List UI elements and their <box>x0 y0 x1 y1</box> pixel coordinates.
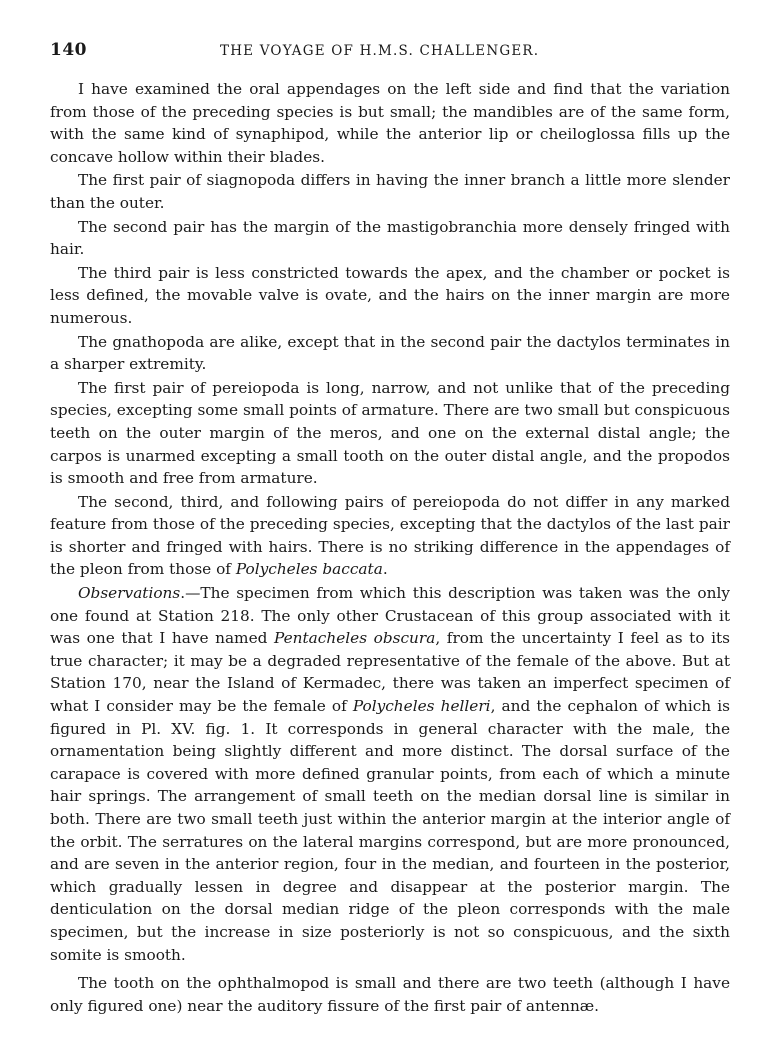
text-segment: The second, third, and following pairs of pereiopoda do not differ in any marked feature from those of the preceding species, excepting that the dactylos of the last pair is shorter and fringed with hairs. There is no striking difference in the appendages of the pleon from those of <box>50 492 730 579</box>
paragraph-oral-appendages: I have examined the oral appendages on the left side and find that the variation from those of the preceding species is but small; the mandibles are of the same form, with the same kind of synaphipod, while the anterior lip or cheiloglossa fills up the concave hollow within their blades. <box>50 80 730 166</box>
page-header <box>50 40 730 60</box>
species-name: Polycheles baccata <box>235 560 383 579</box>
paragraph-following-pereiopoda <box>50 491 730 581</box>
document-page <box>50 40 730 1018</box>
text-segment: , and the cephalon of which is figured in Pl. XV. fig. 1. It corresponds in general character with the male, the ornamentation being slightly different and more distinct. The dorsal surface of the carapace is covered with more defined granular points, from each of which a minute hair springs. The arrangement of small teeth on the median dorsal line is similar in both. There are two small teeth just within the anterior margin at the interior angle of the orbit. The serratures on the lateral margins correspond, but are more pronounced, and are seven in the anterior region, four in the median, and fourteen in the posterior, which gradually lessen in degree and disappear at the posterior margin. The denticulation on the dorsal median ridge of the pleon corresponds with the male specimen, but the increase in size posteriorly is not so conspicuous, and the sixth somite is smooth. <box>50 697 730 964</box>
paragraph-ophthalmopod: The tooth on the ophthalmopod is small and there are two teeth (although I have only figured one) near the auditory fissure of the first pair of antennæ. <box>50 974 730 1015</box>
paragraph-first-pereiopoda: The first pair of pereiopoda is long, narrow, and not unlike that of the preceding species, excepting some small points of armature. There are two small but conspicuous teeth on the outer margin of the meros, and one on the external distal angle; the carpos is unarmed excepting a small tooth on the outer distal angle, and the propodos is smooth and free from armature. <box>50 378 730 488</box>
species-name: Polycheles helleri <box>352 697 491 716</box>
paragraph-gnathopoda: The gnathopoda are alike, except that in the second pair the dactylos terminates in a sharper extremity. <box>50 332 730 374</box>
paragraph-third-pair: The third pair is less constricted towards the apex, and the chamber or pocket is less defined, the movable valve is ovate, and the hairs on the inner margin are more numerous. <box>50 263 730 327</box>
running-head: THE VOYAGE OF H.M.S. CHALLENGER. <box>220 43 540 59</box>
species-name: Pentacheles obscura <box>274 629 436 648</box>
text-segment: . <box>382 560 388 579</box>
text-segment: .—The specimen from which this description was taken was the only one found at Station 218. The only other Crustacean of this group associated with it was one that I have named <box>50 584 730 648</box>
section-lead: Observations <box>78 584 181 603</box>
text-segment: , from the uncertainty I feel as to its true character; it may be a degraded representative of the female of the above. But at Station 170, near the Island of Kermadec, there was taken an imperfect specimen of what I consider may be the female of <box>50 629 731 716</box>
page-number: 140 <box>50 40 87 60</box>
paragraph-observations <box>50 582 730 966</box>
paragraph-siagnopoda-first: The first pair of siagnopoda differs in having the inner branch a little more slender than the outer. <box>50 171 730 212</box>
paragraph-second-pair: The second pair has the margin of the mastigobranchia more densely fringed with hair. <box>50 217 730 259</box>
